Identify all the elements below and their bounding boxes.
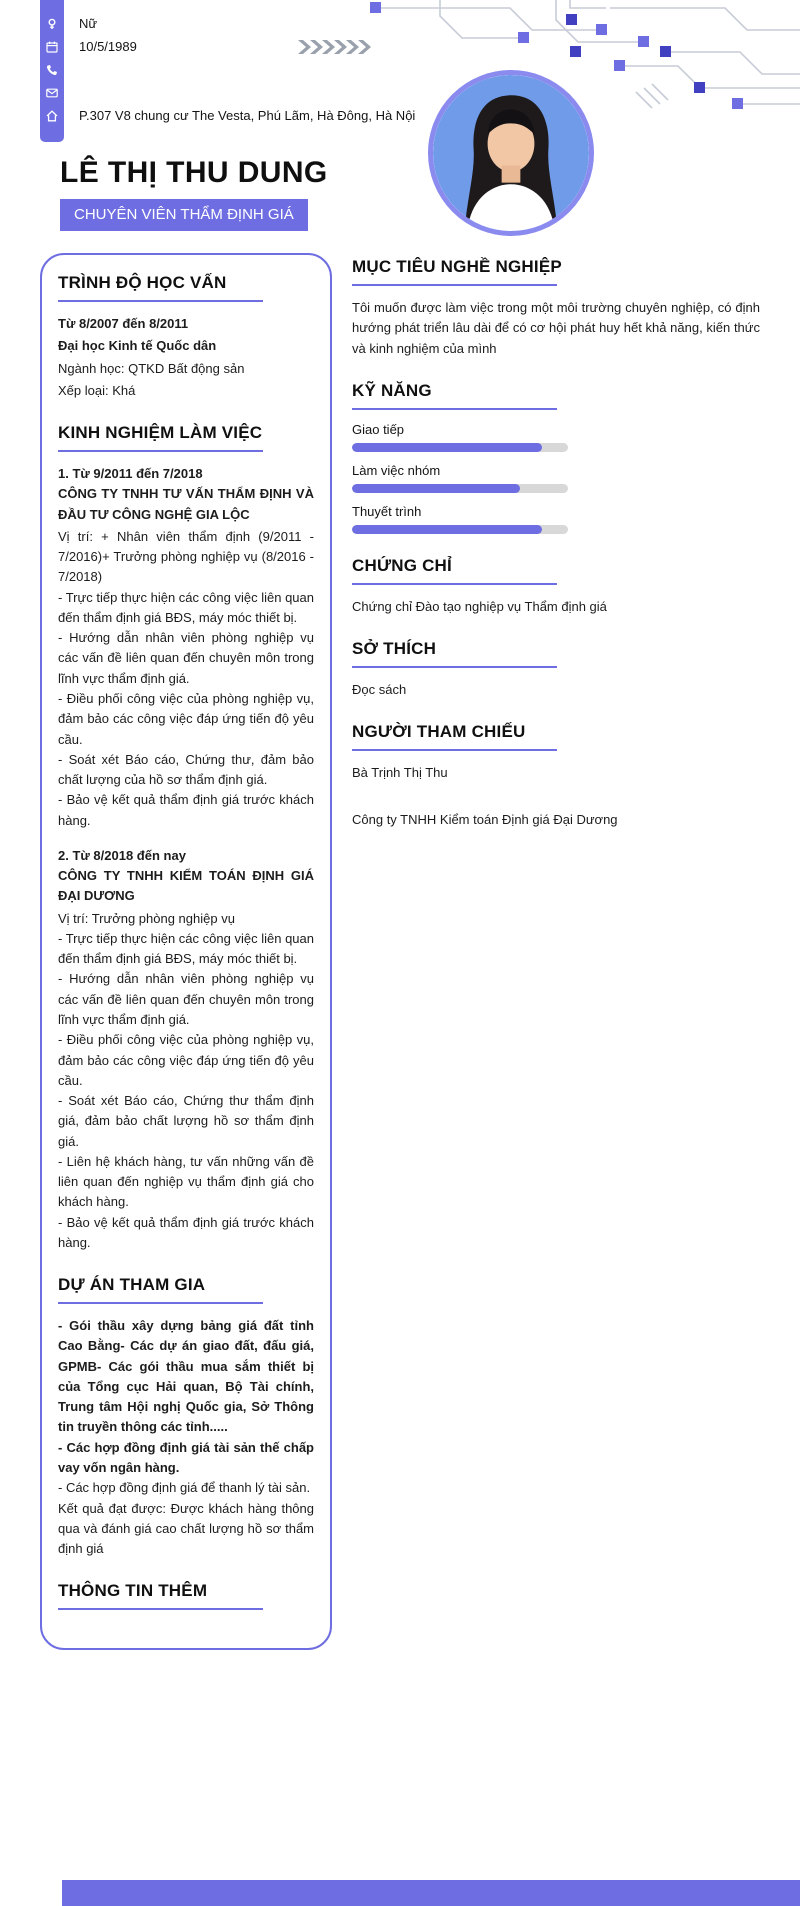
- right-column: [352, 253, 760, 1650]
- experience-heading: KINH NGHIỆM LÀM VIỆC: [58, 423, 314, 452]
- skills-heading: KỸ NĂNG: [352, 381, 760, 410]
- hobbies-heading: SỞ THÍCH: [352, 639, 760, 668]
- job-position: Vị trí: Trưởng phòng nghiệp vụ: [58, 910, 235, 926]
- job-bullet: - Trực tiếp thực hiện các công việc liên quan đến thẩm định giá BĐS, máy móc thiết bị.: [58, 589, 314, 625]
- section-certificates: [352, 556, 760, 617]
- reference-name: Bà Trịnh Thị Thu: [352, 765, 448, 781]
- birthday-value: 10/5/1989: [79, 39, 137, 54]
- job-bullet: - Bảo vệ kết quả thẩm định giá trước khách hàng.: [58, 1214, 314, 1250]
- job-bullet: - Liên hệ khách hàng, tư vấn những vấn đề liên quan đến nghiệp vụ thẩm định giá cho khách hàng.: [58, 1153, 314, 1210]
- skill-label: Giao tiếp: [352, 421, 405, 437]
- reference-company: Công ty TNHH Kiểm toán Định giá Đại Dương: [352, 811, 618, 827]
- certificate-text: Chứng chỉ Đào tạo nghiệp vụ Thẩm định giá: [352, 598, 607, 614]
- project-result: Kết quả đạt được: Được khách hàng thông qua và đánh giá cao chất lượng hồ sơ thẩm định giá: [58, 1500, 314, 1557]
- skill-progress-track: [352, 484, 568, 493]
- job-title-badge: CHUYÊN VIÊN THẨM ĐỊNH GIÁ: [60, 199, 308, 231]
- gender-value: Nữ: [79, 16, 98, 31]
- job-company: CÔNG TY TNHH KIỂM TOÁN ĐỊNH GIÁ ĐẠI DƯƠNG: [58, 868, 314, 904]
- job-period: 1. Từ 9/2011 đến 7/2018: [58, 466, 203, 482]
- job-bullet: - Điều phối công việc của phòng nghiệp vụ, đảm bảo các công việc đáp ứng tiến độ yêu cầu.: [58, 1032, 314, 1088]
- project-item: - Các hợp đồng định giá để thanh lý tài sản.: [58, 1480, 311, 1496]
- section-objective: [352, 257, 760, 359]
- calendar-icon: [40, 41, 64, 53]
- skill-item: [352, 504, 760, 534]
- skill-progress-track: [352, 443, 568, 452]
- job-period: 2. Từ 8/2018 đến nay: [58, 847, 186, 863]
- contact-row-phone: [40, 58, 415, 81]
- address-value: P.307 V8 chung cư The Vesta, Phú Lãm, Hà Đông, Hà Nội: [79, 108, 416, 123]
- skill-progress-track: [352, 525, 568, 534]
- candidate-name: LÊ THỊ THU DUNG: [60, 156, 328, 189]
- job-bullet: - Soát xét Báo cáo, Chứng thư, đảm bảo chất lượng của hồ sơ thẩm định giá.: [58, 751, 314, 788]
- section-more-info: [58, 1581, 314, 1610]
- certificates-heading: CHỨNG CHỈ: [352, 556, 760, 585]
- section-education: [58, 273, 314, 401]
- section-references: [352, 722, 760, 830]
- contact-row-gender: [40, 12, 415, 35]
- objective-heading: MỤC TIÊU NGHỀ NGHIỆP: [352, 257, 760, 286]
- experience-job-2: [58, 846, 314, 1253]
- skill-item: [352, 463, 760, 493]
- contact-row-email: [40, 81, 415, 104]
- job-bullet: - Hướng dẫn nhân viên phòng nghiệp vụ các vấn đề liên quan đến chuyên môn trong lĩnh vực thẩm định giá.: [58, 971, 314, 1027]
- skill-progress-fill: [352, 525, 542, 534]
- education-major: Ngành học: QTKD Bất động sản: [58, 360, 245, 376]
- job-position: Vị trí: + Nhân viên thẩm định (9/2011 - 7/2016)+ Trưởng phòng nghiệp vụ (8/2016 - 7/2018): [58, 528, 314, 585]
- skill-item: [352, 422, 760, 452]
- section-hobbies: [352, 639, 760, 700]
- more-info-heading: THÔNG TIN THÊM: [58, 1581, 314, 1610]
- mail-icon: [40, 87, 64, 99]
- objective-text: Tôi muốn được làm việc trong một môi trường chuyên nghiệp, có định hướng phát triển lâu dài để có cơ hội phát huy hết khả năng, kiến thức và kinh nghiệm của mình: [352, 300, 760, 356]
- gender-icon: [40, 18, 64, 30]
- project-item: - Gói thầu xây dựng bảng giá đất tỉnh Cao Bằng- Các dự án giao đất, đấu giá, GPMB- Các gói thầu mua sắm thiết bị của Tổng cục Hải quan, Bộ Tài chính, Trung tâm Hội nghị Quốc gia, Sở Thông tin truyền thông các tỉnh.....: [58, 1318, 314, 1435]
- footer-accent-bar: [62, 1880, 800, 1906]
- skill-progress-fill: [352, 443, 542, 452]
- projects-heading: DỰ ÁN THAM GIA: [58, 1275, 314, 1304]
- education-heading: TRÌNH ĐỘ HỌC VẤN: [58, 273, 314, 302]
- education-period: Từ 8/2007 đến 8/2011: [58, 316, 189, 331]
- section-projects: [58, 1275, 314, 1559]
- job-bullet: - Trực tiếp thực hiện các công việc liên quan đến thẩm định giá BĐS, máy móc thiết bị.: [58, 930, 314, 967]
- references-heading: NGƯỜI THAM CHIẾU: [352, 722, 760, 751]
- job-bullet: - Hướng dẫn nhân viên phòng nghiệp vụ các vấn đề liên quan đến chuyên môn trong lĩnh vực thẩm định giá.: [58, 630, 314, 686]
- profile-photo: [428, 70, 594, 236]
- left-column: [40, 253, 332, 1650]
- skill-progress-fill: [352, 484, 520, 493]
- education-grade: Xếp loại: Khá: [58, 382, 136, 398]
- cv-body: [40, 253, 760, 1650]
- job-bullet: - Điều phối công việc của phòng nghiệp vụ, đảm bảo các công việc đáp ứng tiến độ yêu cầu.: [58, 690, 314, 747]
- job-bullet: - Soát xét Báo cáo, Chứng thư thẩm định giá, đảm bảo chất lượng hồ sơ thẩm định giá.: [58, 1093, 314, 1149]
- skill-label: Thuyết trình: [352, 503, 422, 519]
- section-experience: [58, 423, 314, 1253]
- education-school: Đại học Kinh tế Quốc dân: [58, 338, 217, 354]
- skill-label: Làm việc nhóm: [352, 462, 441, 478]
- experience-job-1: [58, 464, 314, 831]
- section-skills: [352, 381, 760, 534]
- home-icon: [40, 110, 64, 122]
- phone-icon: [40, 64, 64, 76]
- job-bullet: - Bảo vệ kết quả thẩm định giá trước khách hàng.: [58, 792, 314, 828]
- project-item: - Các hợp đồng định giá tài sản thế chấp vay vốn ngân hàng.: [58, 1439, 314, 1476]
- job-company: CÔNG TY TNHH TƯ VẤN THẨM ĐỊNH VÀ ĐẦU TƯ CÔNG NGHỆ GIA LỘC: [58, 486, 314, 522]
- contact-row-birthday: [40, 35, 415, 58]
- contact-row-address: [40, 104, 415, 127]
- contact-info-block: [40, 12, 415, 127]
- hobby-text: Đọc sách: [352, 682, 407, 698]
